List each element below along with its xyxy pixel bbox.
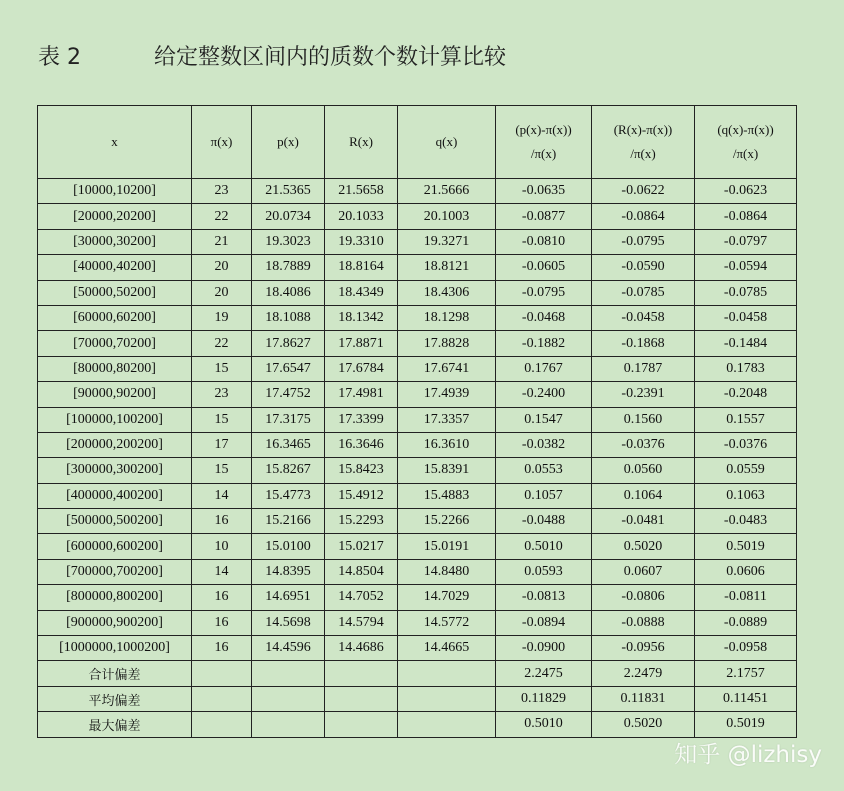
column-header-text: π(x) bbox=[210, 134, 233, 149]
table-cell: 0.1783 bbox=[695, 356, 797, 381]
table-row bbox=[38, 382, 797, 407]
table-row bbox=[38, 204, 797, 229]
table-cell: 14.8395 bbox=[252, 559, 325, 584]
table-cell: 18.8121 bbox=[398, 255, 496, 280]
table-cell: 18.4086 bbox=[252, 280, 325, 305]
table-cell: 15.8423 bbox=[325, 458, 398, 483]
table-cell: 18.1298 bbox=[398, 305, 496, 330]
table-cell: 14.4665 bbox=[398, 636, 496, 661]
table-row bbox=[38, 280, 797, 305]
table-cell: 17.6547 bbox=[252, 356, 325, 381]
table-row bbox=[38, 179, 797, 204]
table-row bbox=[38, 331, 797, 356]
table-cell: 18.7889 bbox=[252, 255, 325, 280]
column-header bbox=[252, 106, 325, 179]
table-cell: 19.3310 bbox=[325, 229, 398, 254]
table-cell: 23 bbox=[192, 382, 252, 407]
table-cell: -0.0785 bbox=[695, 280, 797, 305]
table-cell: 17.4939 bbox=[398, 382, 496, 407]
empty-cell bbox=[325, 712, 398, 737]
table-cell: 14.8504 bbox=[325, 559, 398, 584]
table-cell: 0.5020 bbox=[592, 534, 695, 559]
table-row bbox=[38, 559, 797, 584]
column-header-text: q(x) bbox=[435, 134, 458, 149]
table-cell: 21.5658 bbox=[325, 179, 398, 204]
table-cell: -0.0635 bbox=[496, 179, 592, 204]
table-cell: 14.4596 bbox=[252, 636, 325, 661]
table-row bbox=[38, 255, 797, 280]
summary-label: 合计偏差 bbox=[38, 661, 192, 686]
table-cell: 14.8480 bbox=[398, 559, 496, 584]
table-cell: [80000,80200] bbox=[38, 356, 192, 381]
table-cell: -0.0813 bbox=[496, 585, 592, 610]
table-cell: 15 bbox=[192, 356, 252, 381]
column-header-text: p(x) bbox=[277, 134, 299, 149]
table-cell: 14.6951 bbox=[252, 585, 325, 610]
table-cell: 20.0734 bbox=[252, 204, 325, 229]
table-cell: -0.0458 bbox=[592, 305, 695, 330]
column-header-text: /π(x) bbox=[530, 146, 557, 161]
table-cell: 17.6741 bbox=[398, 356, 496, 381]
table-cell: -0.0468 bbox=[496, 305, 592, 330]
empty-cell bbox=[192, 661, 252, 686]
summary-value: 0.5019 bbox=[695, 712, 797, 737]
table-cell: -0.0623 bbox=[695, 179, 797, 204]
empty-cell bbox=[398, 661, 496, 686]
table-cell: -0.0376 bbox=[695, 432, 797, 457]
empty-cell bbox=[398, 712, 496, 737]
table-cell: 15 bbox=[192, 458, 252, 483]
table-row bbox=[38, 407, 797, 432]
column-header bbox=[325, 106, 398, 179]
table-cell: 16.3610 bbox=[398, 432, 496, 457]
table-cell: -0.0785 bbox=[592, 280, 695, 305]
table-row bbox=[38, 432, 797, 457]
table-cell: 0.1057 bbox=[496, 483, 592, 508]
table-cell: 19 bbox=[192, 305, 252, 330]
table-cell: 14.7029 bbox=[398, 585, 496, 610]
table-cell: 21 bbox=[192, 229, 252, 254]
empty-cell bbox=[252, 661, 325, 686]
table-cell: -0.0810 bbox=[496, 229, 592, 254]
column-header bbox=[592, 106, 695, 179]
table-cell: [90000,90200] bbox=[38, 382, 192, 407]
table-cell: 15.0191 bbox=[398, 534, 496, 559]
table-cell: 0.0560 bbox=[592, 458, 695, 483]
column-header-text: R(x) bbox=[349, 134, 373, 149]
table-cell: 0.1063 bbox=[695, 483, 797, 508]
table-cell: -0.2391 bbox=[592, 382, 695, 407]
table-cell: 23 bbox=[192, 179, 252, 204]
column-header-text: (q(x)-π(x)) bbox=[717, 122, 774, 137]
table-cell: 0.1557 bbox=[695, 407, 797, 432]
table-cell: -0.0956 bbox=[592, 636, 695, 661]
table-cell: 0.0559 bbox=[695, 458, 797, 483]
table-cell: 17 bbox=[192, 432, 252, 457]
table-cell: 20.1003 bbox=[398, 204, 496, 229]
table-cell: [900000,900200] bbox=[38, 610, 192, 635]
table-cell: [50000,50200] bbox=[38, 280, 192, 305]
table-cell: 0.5010 bbox=[496, 534, 592, 559]
watermark: 知乎 @lizhisy bbox=[674, 742, 822, 768]
table-row bbox=[38, 356, 797, 381]
table-cell: 17.8871 bbox=[325, 331, 398, 356]
table-cell: [700000,700200] bbox=[38, 559, 192, 584]
table-cell: 16 bbox=[192, 585, 252, 610]
table-cell: -0.0877 bbox=[496, 204, 592, 229]
table-cell: 14.5794 bbox=[325, 610, 398, 635]
table-cell: 19.3023 bbox=[252, 229, 325, 254]
table-row bbox=[38, 229, 797, 254]
table-cell: -0.0888 bbox=[592, 610, 695, 635]
table-cell: 22 bbox=[192, 331, 252, 356]
table-cell: 14 bbox=[192, 559, 252, 584]
column-header-text: /π(x) bbox=[630, 146, 656, 161]
table-title: 给定整数区间内的质数个数计算比较 bbox=[154, 45, 507, 70]
table-cell: [600000,600200] bbox=[38, 534, 192, 559]
table-cell: 15.4912 bbox=[325, 483, 398, 508]
table-cell: [30000,30200] bbox=[38, 229, 192, 254]
table-row bbox=[38, 610, 797, 635]
table-caption bbox=[38, 40, 506, 71]
empty-cell bbox=[252, 712, 325, 737]
table-cell: -0.0605 bbox=[496, 255, 592, 280]
table-cell: [10000,10200] bbox=[38, 179, 192, 204]
table-cell: 0.5019 bbox=[695, 534, 797, 559]
table-cell: 17.8828 bbox=[398, 331, 496, 356]
table-cell: 15.0217 bbox=[325, 534, 398, 559]
table-cell: 17.6784 bbox=[325, 356, 398, 381]
table-cell: 20 bbox=[192, 280, 252, 305]
table-cell: -0.0795 bbox=[592, 229, 695, 254]
table-cell: [1000000,1000200] bbox=[38, 636, 192, 661]
table-cell: [70000,70200] bbox=[38, 331, 192, 356]
table-cell: -0.0797 bbox=[695, 229, 797, 254]
table-cell: 22 bbox=[192, 204, 252, 229]
table-cell: 0.0553 bbox=[496, 458, 592, 483]
table-cell: 18.4306 bbox=[398, 280, 496, 305]
table-cell: 0.0607 bbox=[592, 559, 695, 584]
table-cell: 15.2266 bbox=[398, 509, 496, 534]
table-row bbox=[38, 305, 797, 330]
table-cell: 15.0100 bbox=[252, 534, 325, 559]
table-cell: 15.8267 bbox=[252, 458, 325, 483]
table-cell: 14 bbox=[192, 483, 252, 508]
table-cell: 20.1033 bbox=[325, 204, 398, 229]
header-row bbox=[38, 106, 797, 179]
table-cell: 19.3271 bbox=[398, 229, 496, 254]
table-cell: 18.1088 bbox=[252, 305, 325, 330]
table-cell: -0.0958 bbox=[695, 636, 797, 661]
table-cell: -0.0811 bbox=[695, 585, 797, 610]
table-cell: -0.0864 bbox=[592, 204, 695, 229]
table-cell: [400000,400200] bbox=[38, 483, 192, 508]
summary-label: 最大偏差 bbox=[38, 712, 192, 737]
column-header bbox=[398, 106, 496, 179]
table-cell: -0.0806 bbox=[592, 585, 695, 610]
table-cell: -0.1882 bbox=[496, 331, 592, 356]
table-cell: 14.5698 bbox=[252, 610, 325, 635]
table-cell: -0.0594 bbox=[695, 255, 797, 280]
table-cell: 15.8391 bbox=[398, 458, 496, 483]
prime-count-table bbox=[37, 105, 797, 738]
table-cell: 0.1787 bbox=[592, 356, 695, 381]
table-cell: [500000,500200] bbox=[38, 509, 192, 534]
summary-value: 2.2479 bbox=[592, 661, 695, 686]
table-cell: -0.0795 bbox=[496, 280, 592, 305]
summary-value: 2.1757 bbox=[695, 661, 797, 686]
summary-value: 0.11831 bbox=[592, 686, 695, 711]
table-number: 表 2 bbox=[38, 45, 81, 70]
table-cell: 21.5666 bbox=[398, 179, 496, 204]
table-cell: 0.1767 bbox=[496, 356, 592, 381]
empty-cell bbox=[192, 712, 252, 737]
table-cell: 17.3399 bbox=[325, 407, 398, 432]
table-cell: 14.5772 bbox=[398, 610, 496, 635]
table-cell: -0.0894 bbox=[496, 610, 592, 635]
table-cell: [300000,300200] bbox=[38, 458, 192, 483]
table-cell: [60000,60200] bbox=[38, 305, 192, 330]
table-cell: 18.4349 bbox=[325, 280, 398, 305]
table-cell: [40000,40200] bbox=[38, 255, 192, 280]
empty-cell bbox=[398, 686, 496, 711]
summary-row bbox=[38, 712, 797, 737]
table-cell: 15.4883 bbox=[398, 483, 496, 508]
table-cell: 20 bbox=[192, 255, 252, 280]
table-cell: 15 bbox=[192, 407, 252, 432]
table-cell: 15.2166 bbox=[252, 509, 325, 534]
table-body bbox=[38, 179, 797, 738]
table-cell: -0.0382 bbox=[496, 432, 592, 457]
empty-cell bbox=[325, 661, 398, 686]
table-row bbox=[38, 636, 797, 661]
column-header bbox=[192, 106, 252, 179]
table-cell: 0.1064 bbox=[592, 483, 695, 508]
summary-value: 0.5020 bbox=[592, 712, 695, 737]
table-row bbox=[38, 458, 797, 483]
table-cell: -0.2048 bbox=[695, 382, 797, 407]
table-cell: -0.0483 bbox=[695, 509, 797, 534]
table-cell: 16 bbox=[192, 636, 252, 661]
column-header-text: (R(x)-π(x)) bbox=[613, 122, 673, 137]
summary-value: 0.11829 bbox=[496, 686, 592, 711]
table-cell: 0.0593 bbox=[496, 559, 592, 584]
table-cell: [20000,20200] bbox=[38, 204, 192, 229]
table-cell: -0.0458 bbox=[695, 305, 797, 330]
table-cell: 17.3175 bbox=[252, 407, 325, 432]
table-cell: 21.5365 bbox=[252, 179, 325, 204]
table-cell: 16 bbox=[192, 610, 252, 635]
table-cell: 14.7052 bbox=[325, 585, 398, 610]
table-cell: 15.2293 bbox=[325, 509, 398, 534]
table-cell: -0.0376 bbox=[592, 432, 695, 457]
summary-label: 平均偏差 bbox=[38, 686, 192, 711]
table-cell: -0.0481 bbox=[592, 509, 695, 534]
table-cell: -0.0864 bbox=[695, 204, 797, 229]
column-header bbox=[38, 106, 192, 179]
empty-cell bbox=[325, 686, 398, 711]
table-cell: 18.8164 bbox=[325, 255, 398, 280]
table-cell: 0.0606 bbox=[695, 559, 797, 584]
summary-value: 0.5010 bbox=[496, 712, 592, 737]
table-cell: -0.0488 bbox=[496, 509, 592, 534]
table-cell: 16.3465 bbox=[252, 432, 325, 457]
table-cell: [200000,200200] bbox=[38, 432, 192, 457]
table-cell: 16 bbox=[192, 509, 252, 534]
table-cell: 15.4773 bbox=[252, 483, 325, 508]
table-cell: -0.2400 bbox=[496, 382, 592, 407]
table-cell: 17.4981 bbox=[325, 382, 398, 407]
summary-value: 2.2475 bbox=[496, 661, 592, 686]
table-cell: -0.0590 bbox=[592, 255, 695, 280]
table-cell: 10 bbox=[192, 534, 252, 559]
column-header bbox=[496, 106, 592, 179]
column-header-text: (p(x)-π(x)) bbox=[515, 122, 572, 137]
table-cell: 17.4752 bbox=[252, 382, 325, 407]
column-header-text: x bbox=[111, 134, 118, 149]
table-row bbox=[38, 509, 797, 534]
table-row bbox=[38, 585, 797, 610]
column-header bbox=[695, 106, 797, 179]
table-cell: 14.4686 bbox=[325, 636, 398, 661]
table-cell: -0.1868 bbox=[592, 331, 695, 356]
summary-value: 0.11451 bbox=[695, 686, 797, 711]
table-cell: -0.0900 bbox=[496, 636, 592, 661]
table-cell: 17.8627 bbox=[252, 331, 325, 356]
table-cell: -0.1484 bbox=[695, 331, 797, 356]
table-cell: [800000,800200] bbox=[38, 585, 192, 610]
table-row bbox=[38, 534, 797, 559]
empty-cell bbox=[252, 686, 325, 711]
table-cell: 18.1342 bbox=[325, 305, 398, 330]
table-cell: 0.1560 bbox=[592, 407, 695, 432]
table-cell: 17.3357 bbox=[398, 407, 496, 432]
table-cell: -0.0889 bbox=[695, 610, 797, 635]
table-cell: 0.1547 bbox=[496, 407, 592, 432]
summary-row bbox=[38, 661, 797, 686]
table-cell: 16.3646 bbox=[325, 432, 398, 457]
table-cell: [100000,100200] bbox=[38, 407, 192, 432]
column-header-text: /π(x) bbox=[732, 146, 759, 161]
table-cell: -0.0622 bbox=[592, 179, 695, 204]
empty-cell bbox=[192, 686, 252, 711]
summary-row bbox=[38, 686, 797, 711]
table-row bbox=[38, 483, 797, 508]
